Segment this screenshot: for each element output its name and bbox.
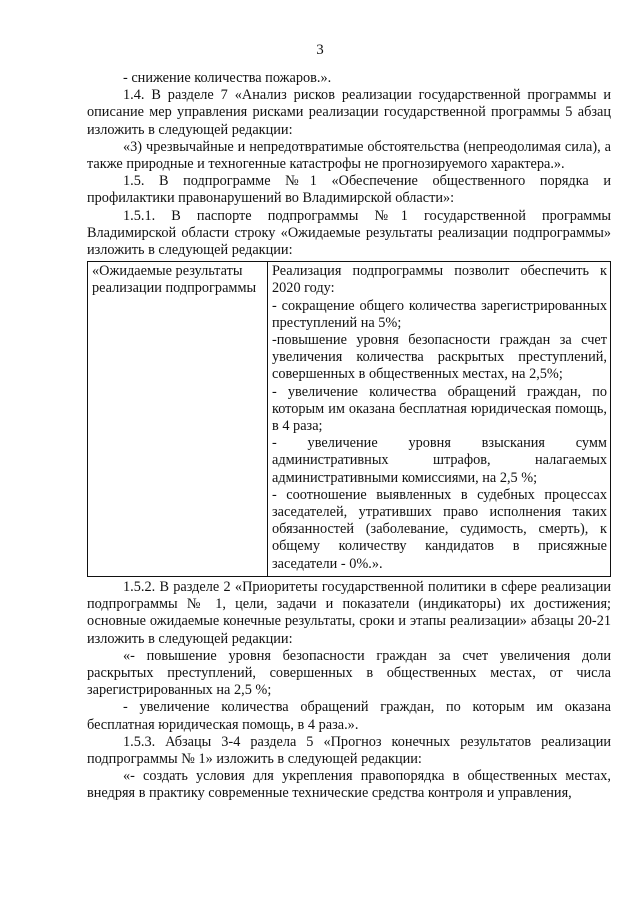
table-cell-label: «Ожидаемые результаты реализации подпрограммы (88, 262, 268, 577)
results-item: - увеличение уровня взыскания сумм административных штрафов, налагаемых административными комиссиями, на 2,5 %; (272, 435, 607, 486)
paragraph-legal-aid: - увеличение количества обращений граждан, по которым им оказана бесплатная юридическая помощь, в 4 раза.». (87, 699, 611, 733)
results-item: - сокращение общего количества зарегистрированных преступлений на 5%; (272, 297, 607, 331)
results-intro: Реализация подпрограммы позволит обеспечить к 2020 году: (272, 263, 607, 297)
paragraph-security-increase: «- повышение уровня безопасности граждан за счет увеличения доли раскрытых преступлений, совершенных в общественных местах, от числа зарегистрированных на 2,5 %; (87, 647, 611, 699)
expected-results-table (87, 261, 611, 577)
paragraph-law-order: «- создать условия для укрепления правопорядка в общественных местах, внедряя в практику современные технические средства контроля и управления, (87, 768, 611, 802)
paragraph-force-majeure: «3) чрезвычайные и непредотвратимые обстоятельства (непреодолимая сила), а также природные и техногенные катастрофы не прогнозируемого характера.». (87, 138, 611, 173)
results-item: -повышение уровня безопасности граждан за счет увеличения количества раскрытых преступлений, совершенных в общественных местах, на 2,5%; (272, 332, 607, 383)
paragraph-1-5-1: 1.5.1. В паспорте подпрограммы №1 государственной программы Владимирской области строку «Ожидаемые результаты реализации подпрограммы» изложить в следующей редакции: (87, 207, 611, 259)
paragraph-1-5-2: 1.5.2. В разделе 2 «Приоритеты государственной политики в сфере реализации подпрограммы № 1, цели, задачи и показатели (индикаторы) их достижения; основные ожидаемые конечные результаты, сроки и этапы реализации» абзацы 20-21 изложить в следующей редакции: (87, 578, 611, 647)
document-body (87, 70, 611, 803)
paragraph-fire-reduction: - снижение количества пожаров.». (123, 70, 332, 86)
table-cell-results (268, 262, 611, 577)
paragraph-1-4: 1.4. В разделе 7 «Анализ рисков реализации государственной программы и описание мер управления рисками реализации государственной программы 5 абзац изложить в следующей редакции: (87, 87, 611, 138)
results-item: - соотношение выявленных в судебных процессах заседателей, утративших право исполнения таких обязанностей (заболевание, судимость, смерть), к общему количеству кандидатов в присяжные заседатели - 0%.». (272, 486, 607, 572)
table-row (88, 262, 611, 577)
paragraph-1-5: 1.5. В подпрограмме №1 «Обеспечение общественного порядка и профилактики правонарушений во Владимирской области»: (87, 173, 611, 207)
paragraph-1-5-3: 1.5.3. Абзацы 3-4 раздела 5 «Прогноз конечных результатов реализации подпрограммы № 1» изложить в следующей редакции: (87, 733, 611, 767)
results-item: - увеличение количества обращений граждан, по которым им оказана бесплатная юридическая помощь, в 4 раза; (272, 383, 607, 435)
page-number: 3 (316, 42, 324, 58)
